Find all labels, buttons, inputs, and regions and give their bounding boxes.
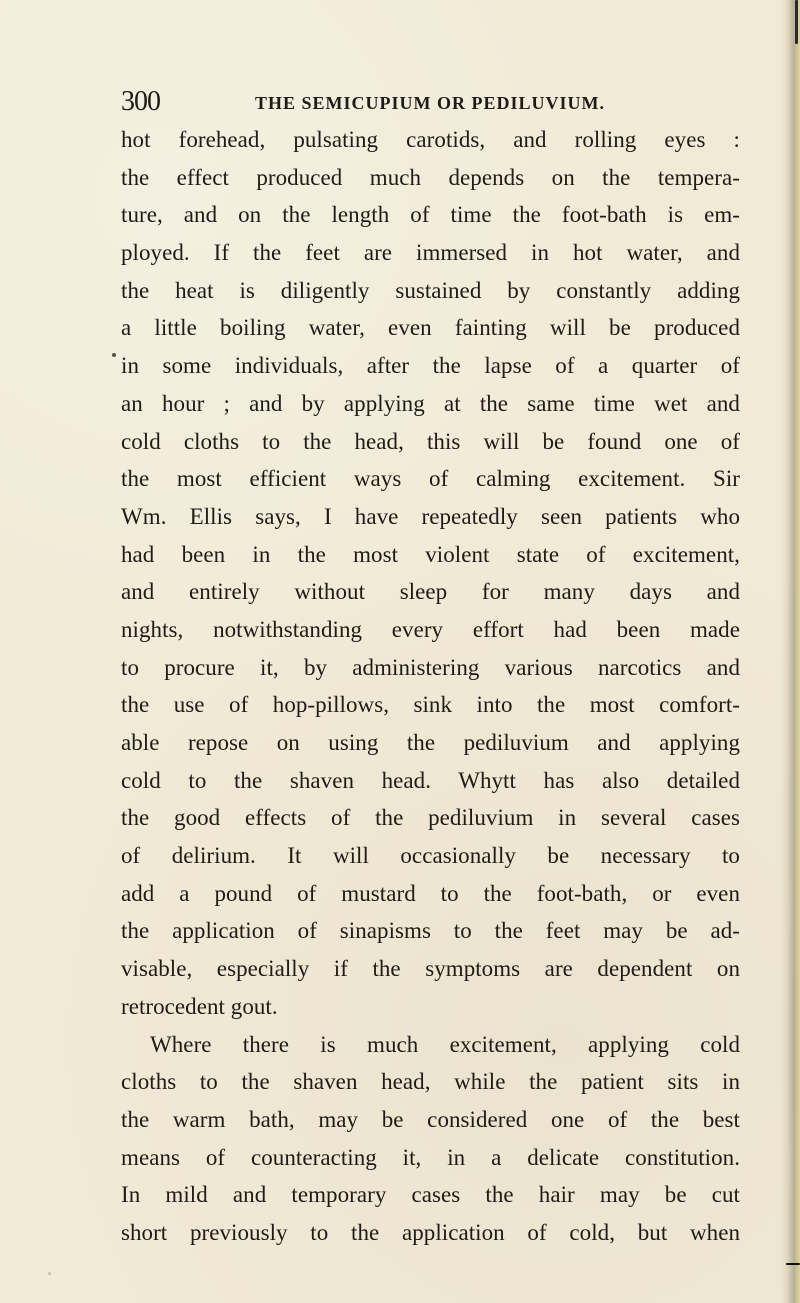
text-line: cold cloths to the head, this will be found one of — [121, 428, 740, 454]
text-line: visable, especially if the symptoms are dependent on — [121, 956, 740, 982]
page-edge-mark — [795, 0, 798, 44]
text-line: the effect produced much depends on the tempera- — [121, 164, 740, 190]
body-text — [121, 121, 740, 1252]
text-line: the use of hop-pillows, sink into the most comfort- — [121, 692, 740, 718]
running-title: THE SEMICUPIUM OR PEDILUVIUM. — [255, 93, 606, 113]
text-line: add a pound of mustard to the foot-bath, or even — [121, 880, 740, 906]
print-speck — [112, 353, 116, 357]
text-line: able repose on using the pediluvium and applying — [121, 730, 740, 755]
text-line: retrocedent gout. — [121, 993, 278, 1019]
text-line: Where there is much excitement, applying cold — [150, 1031, 740, 1057]
page-number: 300 — [121, 86, 160, 117]
page-header — [121, 86, 761, 118]
page-edge-mark — [786, 1263, 800, 1265]
text-line: Wm. Ellis says, I have repeatedly seen patients who — [121, 503, 740, 529]
text-line: the good effects of the pediluvium in several cases — [121, 805, 740, 831]
text-line: the application of sinapisms to the feet may be ad- — [121, 918, 740, 944]
text-line: an hour ; and by applying at the same time wet and — [121, 390, 740, 416]
text-line: In mild and temporary cases the hair may be cut — [121, 1182, 740, 1208]
page-edge-shadow — [780, 0, 800, 1303]
text-line: short previously to the application of cold, but when — [121, 1219, 740, 1245]
text-line: means of counteracting it, in a delicate constitution. — [121, 1144, 740, 1170]
text-line: in some individuals, after the lapse of a quarter of — [121, 353, 740, 379]
text-line: to procure it, by administering various narcotics and — [121, 654, 740, 680]
text-line: cold to the shaven head. Whytt has also detailed — [121, 767, 740, 793]
text-line: the most efficient ways of calming excitement. Sir — [121, 466, 740, 492]
text-line: the heat is diligently sustained by constantly adding — [121, 277, 740, 303]
text-line: of delirium. It will occasionally be necessary to — [121, 843, 740, 869]
text-line: hot forehead, pulsating carotids, and rolling eyes : — [121, 127, 740, 152]
text-line: had been in the most violent state of excitement, — [121, 541, 740, 567]
print-speck — [48, 1272, 51, 1275]
text-line: cloths to the shaven head, while the patient sits in — [121, 1069, 740, 1095]
text-line: ture, and on the length of time the foot-bath is em- — [121, 202, 740, 228]
text-line: and entirely without sleep for many days and — [121, 579, 740, 605]
text-line: nights, notwithstanding every effort had been made — [121, 616, 740, 642]
text-line: ployed. If the feet are immersed in hot water, and — [121, 240, 740, 266]
text-line: the warm bath, may be considered one of the best — [121, 1106, 740, 1132]
text-line: a little boiling water, even fainting will be produced — [121, 315, 740, 341]
